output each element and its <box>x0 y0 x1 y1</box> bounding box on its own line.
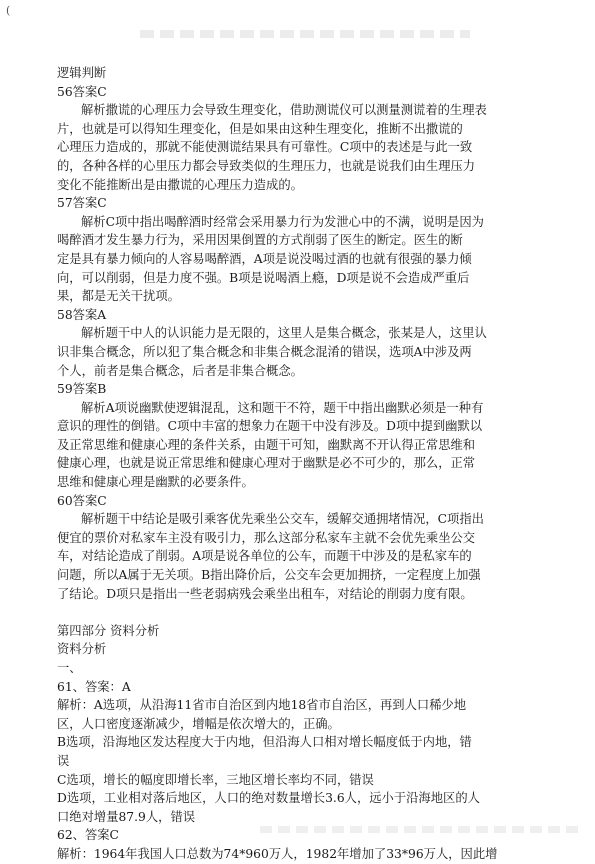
text-line: 第四部分 资料分析 <box>57 623 160 638</box>
text-line: 思维和健康心理是幽默的必要条件。 <box>57 475 254 490</box>
text-line: 解析A项说幽默使逻辑混乱，这和题干不符，题干中指出幽默必须是一种有 <box>81 400 484 415</box>
text-line: D选项，工业相对落后地区，人口的绝对数量增长3.6人，远小于沿海地区的人 <box>57 791 480 806</box>
text-line: 问题，所以A属于无关项。B指出降价后，公交车会更加拥挤，一定程度上加强 <box>57 568 481 583</box>
faint-footer-scan-artifact <box>260 826 580 833</box>
text-line: 逻辑判断 <box>57 66 107 80</box>
text-line: 解析题干中人的认识能力是无限的，这里人是集合概念，张某是人，这里认 <box>81 326 487 341</box>
text-line: 识非集合概念，所以犯了集合概念和非集合概念混淆的错误，选项A中涉及两 <box>57 344 472 359</box>
text-line: 车，对结论造成了削弱。A项是说各单位的公车，而题干中涉及的是私家车的 <box>57 549 472 564</box>
text-line: 定是具有暴力倾向的人容易喝醉酒，A项是说没喝过酒的也就有很强的暴力倾 <box>57 251 472 266</box>
text-line: 口绝对增量87.9人，错误 <box>57 809 196 824</box>
text-line: 个人，前者是集合概念，后者是非集合概念。 <box>57 363 303 378</box>
text-line: 果，都是无关干扰项。 <box>57 289 180 304</box>
text-line: 58答案A <box>57 307 107 322</box>
text-line: 意识的理性的倒错。C项中丰富的想象力在题干中没有涉及。D项中提到幽默以 <box>57 419 483 434</box>
text-line: 解析：1964年我国人口总数为74*960万人，1982年增加了33*96万人，因此增 <box>57 846 498 861</box>
text-line: 片，也就是可以得知生理变化，但是如果由这种生理变化，推断不出撒谎的 <box>57 121 463 136</box>
text-line: 解析撒谎的心理压力会导致生理变化，借助测谎仪可以测量测谎着的生理表 <box>81 103 487 118</box>
text-line: 57答案C <box>57 196 107 211</box>
text-line: 资料分析 <box>57 642 107 657</box>
text-line: 及正常思维和健康心理的条件关系，由题干可知，幽默离不开认得正常思维和 <box>57 437 476 452</box>
text-line: 56答案C <box>57 84 107 99</box>
text-line: 61、答案：A <box>57 679 131 694</box>
text-line: 解析C项中指出喝醉酒时经常会采用暴力行为发泄心中的不满，说明是因为 <box>81 214 484 229</box>
text-line: 变化不能推断出是由撒谎的心理压力造成的。 <box>57 177 303 192</box>
text-line: 一、 <box>57 661 82 675</box>
corner-mark: ( <box>6 4 11 17</box>
text-line: 误 <box>57 753 70 768</box>
text-line: 的，各种各样的心里压力都会导致类似的生理压力，也就是说我们由生理压力 <box>57 158 476 173</box>
text-line: 62、答案C <box>57 828 119 843</box>
text-line: 解析：A选项，从沿海11省市自治区到内地18省市自治区，再到人口稀少地 <box>57 698 467 713</box>
faint-header-scan-artifact <box>140 30 470 38</box>
text-line: 59答案B <box>57 382 107 397</box>
text-line: 了结论。D项只是指出一些老弱病残会乘坐出租车，对结论的削弱力度有限。 <box>57 586 473 601</box>
text-line: 区，人口密度逐渐减少，增幅是依次增大的，正确。 <box>57 716 340 731</box>
text-line: 喝醉酒才发生暴力行为，采用因果倒置的方式削弱了医生的断定。医生的断 <box>57 233 463 248</box>
text-line: 60答案C <box>57 493 107 508</box>
text-line: 心理压力造成的，那就不能使测谎结果具有可靠性。C项中的表述是与此一致 <box>57 140 473 155</box>
text-line: 向，可以削弱，但是力度不强。B项是说喝酒上瘾，D项是说不会造成严重后 <box>57 270 470 285</box>
text-line: 健康心理，也就是说正常思维和健康心理对于幽默是必不可少的，那么，正常 <box>57 456 476 471</box>
text-line: 便宜的票价对私家车主没有吸引力，那么这部分私家车主就不会优先乘坐公交 <box>57 530 476 545</box>
text-line: B选项，沿海地区发达程度大于内地，但沿海人口相对增长幅度低于内地，错 <box>57 735 472 750</box>
blank-line <box>57 603 557 622</box>
text-line: C选项，增长的幅度即增长率，三地区增长率均不同，错误 <box>57 772 374 787</box>
text-line: 解析题干中结论是吸引乘客优先乘坐公交车，缓解交通拥堵情况，C项指出 <box>81 512 484 527</box>
document-body <box>57 64 557 864</box>
